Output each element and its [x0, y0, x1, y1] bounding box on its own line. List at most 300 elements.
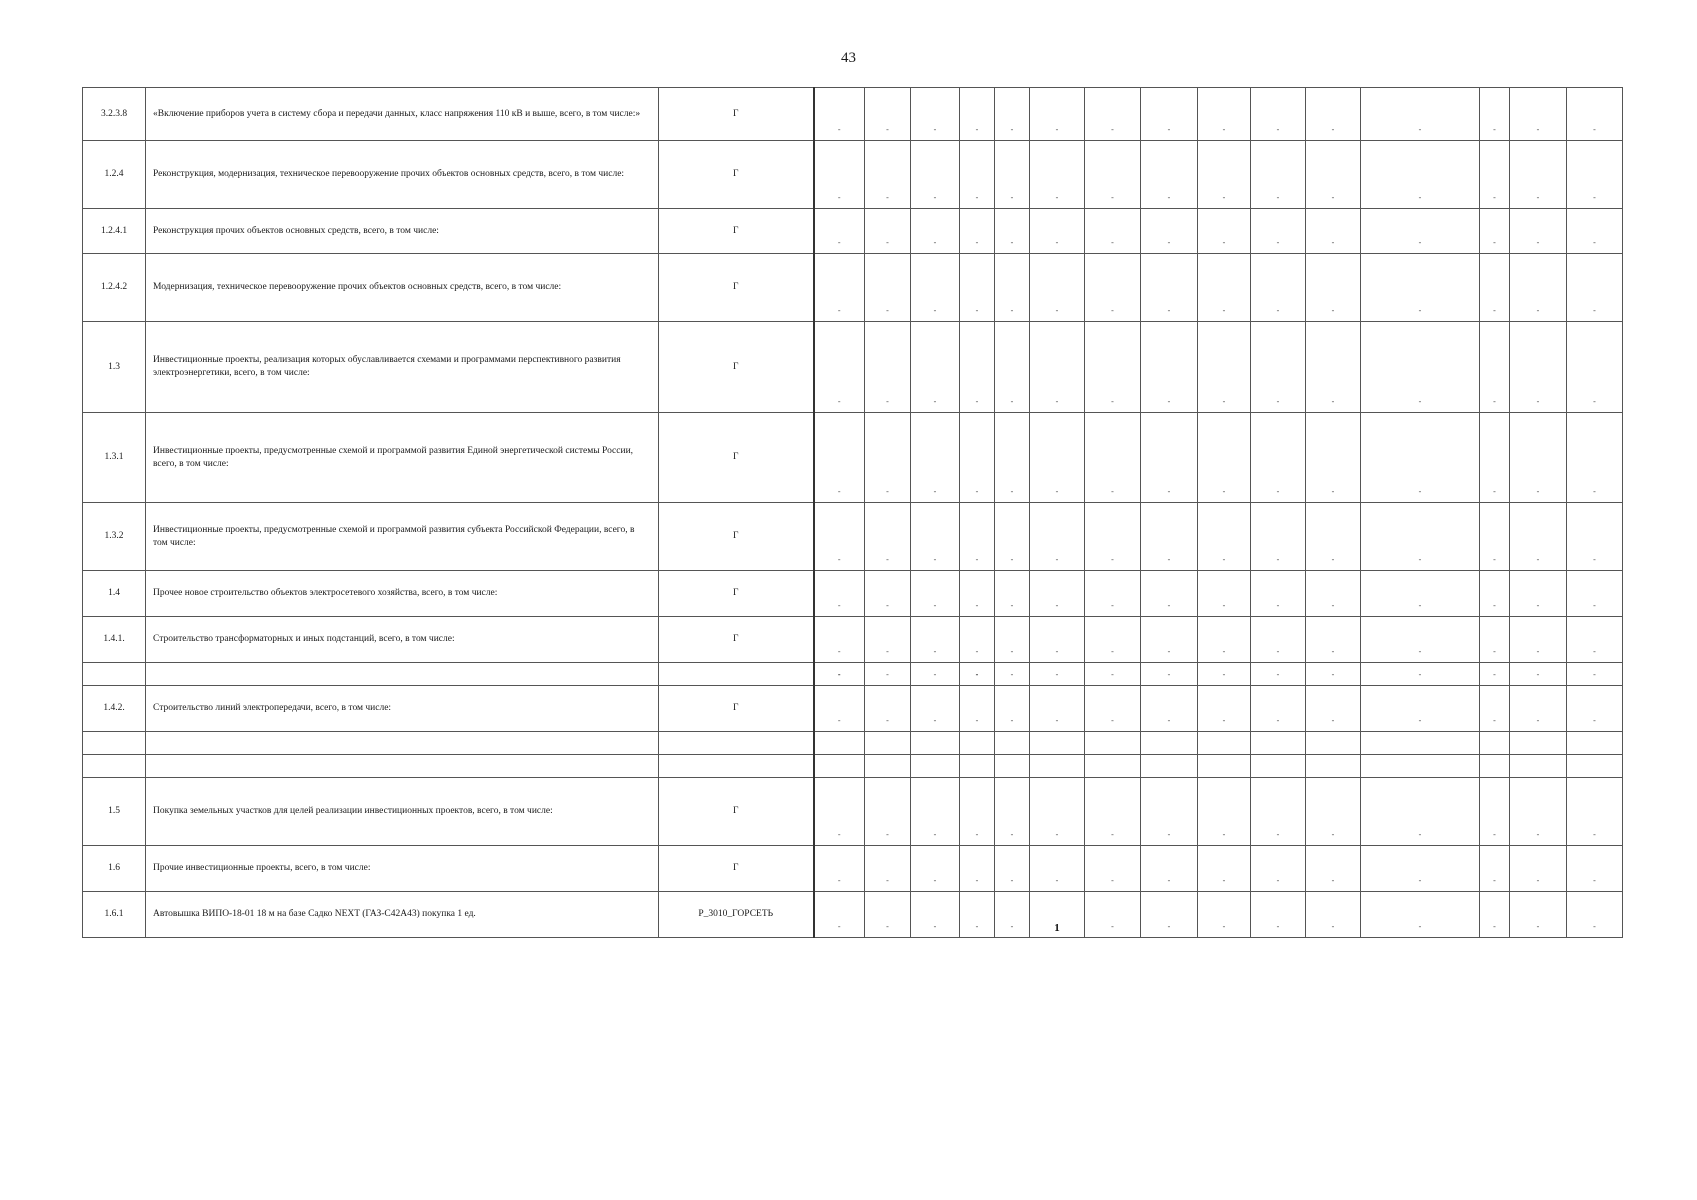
- table-row: [83, 617, 1623, 663]
- table-row: [83, 503, 1623, 571]
- value-cell: -: [1141, 617, 1198, 663]
- table-row: [83, 141, 1623, 209]
- investment-table: [82, 87, 1623, 938]
- value-cell: -: [1198, 503, 1251, 571]
- table-row: [83, 663, 1623, 686]
- value-cell: [995, 732, 1030, 755]
- table-row: [83, 254, 1623, 322]
- value-cell: -: [1510, 571, 1567, 617]
- row-code: Г: [659, 413, 814, 503]
- row-number: 1.4: [83, 571, 146, 617]
- value-cell: [1306, 755, 1361, 778]
- value-cell: -: [1198, 209, 1251, 254]
- value-cell: -: [1567, 503, 1623, 571]
- value-cell: -: [865, 322, 911, 413]
- table-row: [83, 413, 1623, 503]
- value-cell: -: [1030, 686, 1085, 732]
- value-cell: [814, 732, 865, 755]
- value-cell: -: [1510, 209, 1567, 254]
- row-number: [83, 663, 146, 686]
- value-cell: -: [1198, 663, 1251, 686]
- value-cell: -: [1141, 503, 1198, 571]
- value-cell: [865, 732, 911, 755]
- row-name: «Включение приборов учета в систему сбора и передачи данных, класс напряжения 110 кВ и выше, всего, в том числе:»: [146, 88, 659, 141]
- value-cell: -: [1480, 892, 1510, 938]
- table-row: [83, 686, 1623, 732]
- row-code: Г: [659, 571, 814, 617]
- value-cell: -: [1030, 254, 1085, 322]
- value-cell: [814, 755, 865, 778]
- table-row: [83, 755, 1623, 778]
- value-cell: -: [1510, 88, 1567, 141]
- table-row: [83, 571, 1623, 617]
- table-row: [83, 778, 1623, 846]
- row-code: Г: [659, 617, 814, 663]
- value-cell: -: [1141, 778, 1198, 846]
- value-cell: -: [814, 846, 865, 892]
- value-cell: -: [1085, 571, 1141, 617]
- row-name: Реконструкция, модернизация, техническое перевооружение прочих объектов основных средств, всего, в том числе:: [146, 141, 659, 209]
- value-cell: -: [1085, 209, 1141, 254]
- value-cell: -: [1085, 778, 1141, 846]
- value-cell: [1198, 732, 1251, 755]
- row-number: 1.5: [83, 778, 146, 846]
- value-cell: -: [1198, 254, 1251, 322]
- value-cell: -: [1085, 141, 1141, 209]
- value-cell: [1085, 732, 1141, 755]
- value-cell: -: [960, 209, 995, 254]
- value-cell: -: [1480, 503, 1510, 571]
- row-name: Модернизация, техническое перевооружение прочих объектов основных средств, всего, в том числе:: [146, 254, 659, 322]
- value-cell: -: [1480, 254, 1510, 322]
- row-code: Г: [659, 503, 814, 571]
- value-cell: -: [865, 503, 911, 571]
- value-cell: -: [814, 617, 865, 663]
- row-name: Прочее новое строительство объектов электросетевого хозяйства, всего, в том числе:: [146, 571, 659, 617]
- value-cell: -: [1085, 663, 1141, 686]
- table-row: [83, 88, 1623, 141]
- value-cell: -: [960, 254, 995, 322]
- value-cell: -: [1198, 686, 1251, 732]
- value-cell: [1251, 732, 1306, 755]
- value-cell: -: [865, 663, 911, 686]
- value-cell: -: [1510, 846, 1567, 892]
- value-cell: -: [1567, 892, 1623, 938]
- value-cell: -: [1030, 88, 1085, 141]
- value-cell: -: [1030, 322, 1085, 413]
- value-cell: -: [911, 141, 960, 209]
- value-cell: -: [1141, 663, 1198, 686]
- value-cell: [995, 755, 1030, 778]
- value-cell: -: [865, 254, 911, 322]
- value-cell: -: [911, 617, 960, 663]
- value-cell: -: [865, 778, 911, 846]
- value-cell: -: [995, 322, 1030, 413]
- value-cell: -: [911, 778, 960, 846]
- value-cell: [1030, 732, 1085, 755]
- table-row: [83, 846, 1623, 892]
- value-cell: -: [1198, 778, 1251, 846]
- value-cell: [1567, 755, 1623, 778]
- value-cell: -: [1030, 617, 1085, 663]
- value-cell: -: [1251, 209, 1306, 254]
- value-cell: -: [865, 846, 911, 892]
- value-cell: -: [865, 571, 911, 617]
- value-cell: -: [1306, 617, 1361, 663]
- value-cell: -: [1251, 846, 1306, 892]
- value-cell: -: [960, 846, 995, 892]
- row-name: Строительство трансформаторных и иных подстанций, всего, в том числе:: [146, 617, 659, 663]
- value-cell: -: [814, 892, 865, 938]
- value-cell: -: [1510, 892, 1567, 938]
- value-cell: [1510, 732, 1567, 755]
- value-cell: -: [995, 663, 1030, 686]
- value-cell: [865, 755, 911, 778]
- row-number: 3.2.3.8: [83, 88, 146, 141]
- value-cell: -: [1567, 571, 1623, 617]
- value-cell: -: [1510, 778, 1567, 846]
- value-cell: -: [1085, 892, 1141, 938]
- row-name: Автовышка ВИПО-18-01 18 м на базе Садко NEXT (ГАЗ-С42А43) покупка 1 ед.: [146, 892, 659, 938]
- value-cell: [1480, 755, 1510, 778]
- value-cell: -: [1361, 322, 1480, 413]
- value-cell: -: [1251, 322, 1306, 413]
- value-cell: [960, 732, 995, 755]
- value-cell: -: [865, 617, 911, 663]
- value-cell: -: [1361, 892, 1480, 938]
- table-row: [83, 322, 1623, 413]
- value-cell: -: [1510, 663, 1567, 686]
- value-cell: [1030, 755, 1085, 778]
- value-cell: -: [960, 778, 995, 846]
- value-cell: -: [911, 322, 960, 413]
- value-cell: -: [1306, 413, 1361, 503]
- value-cell: [1085, 755, 1141, 778]
- value-cell: -: [1251, 413, 1306, 503]
- value-cell: -: [911, 571, 960, 617]
- value-cell: -: [911, 846, 960, 892]
- value-cell: -: [1361, 413, 1480, 503]
- value-cell: -: [1480, 617, 1510, 663]
- row-code: [659, 663, 814, 686]
- row-code: [659, 732, 814, 755]
- value-cell: -: [1251, 254, 1306, 322]
- value-cell: -: [1306, 846, 1361, 892]
- value-cell: -: [960, 322, 995, 413]
- row-code: Г: [659, 209, 814, 254]
- row-number: 1.6.1: [83, 892, 146, 938]
- row-name: [146, 732, 659, 755]
- value-cell: -: [1510, 503, 1567, 571]
- value-cell: -: [1361, 209, 1480, 254]
- value-cell: -: [1141, 322, 1198, 413]
- value-cell: -: [1306, 663, 1361, 686]
- value-cell: -: [1198, 141, 1251, 209]
- value-cell: -: [865, 88, 911, 141]
- value-cell: -: [995, 254, 1030, 322]
- value-cell: -: [865, 141, 911, 209]
- value-cell: -: [1306, 503, 1361, 571]
- row-code: Г: [659, 254, 814, 322]
- value-cell: -: [1085, 503, 1141, 571]
- value-cell: -: [1085, 617, 1141, 663]
- value-cell: -: [1567, 413, 1623, 503]
- value-cell: -: [1085, 254, 1141, 322]
- row-name: Реконструкция прочих объектов основных средств, всего, в том числе:: [146, 209, 659, 254]
- value-cell: [1361, 755, 1480, 778]
- value-cell: -: [814, 209, 865, 254]
- value-cell: -: [1141, 141, 1198, 209]
- value-cell: -: [1085, 413, 1141, 503]
- value-cell: -: [995, 88, 1030, 141]
- value-cell: -: [1567, 254, 1623, 322]
- value-cell: -: [911, 503, 960, 571]
- value-cell: 1: [1030, 892, 1085, 938]
- value-cell: -: [1567, 322, 1623, 413]
- value-cell: -: [865, 686, 911, 732]
- row-code: Г: [659, 141, 814, 209]
- value-cell: -: [995, 686, 1030, 732]
- value-cell: -: [1567, 141, 1623, 209]
- value-cell: -: [1510, 254, 1567, 322]
- value-cell: -: [1198, 846, 1251, 892]
- value-cell: -: [1510, 413, 1567, 503]
- value-cell: -: [1030, 503, 1085, 571]
- value-cell: -: [1251, 503, 1306, 571]
- value-cell: [1510, 755, 1567, 778]
- value-cell: -: [1030, 778, 1085, 846]
- value-cell: -: [1030, 413, 1085, 503]
- row-number: 1.4.2.: [83, 686, 146, 732]
- table-row: [83, 732, 1623, 755]
- value-cell: -: [814, 778, 865, 846]
- value-cell: -: [814, 503, 865, 571]
- value-cell: -: [814, 663, 865, 686]
- value-cell: -: [1198, 617, 1251, 663]
- value-cell: -: [1306, 892, 1361, 938]
- value-cell: -: [1198, 892, 1251, 938]
- value-cell: -: [814, 141, 865, 209]
- value-cell: -: [1251, 892, 1306, 938]
- value-cell: -: [995, 413, 1030, 503]
- value-cell: [1480, 732, 1510, 755]
- row-code: Г: [659, 322, 814, 413]
- value-cell: -: [960, 141, 995, 209]
- value-cell: -: [995, 209, 1030, 254]
- value-cell: -: [1251, 141, 1306, 209]
- row-name: Прочие инвестиционные проекты, всего, в том числе:: [146, 846, 659, 892]
- row-code: Г: [659, 686, 814, 732]
- value-cell: -: [1141, 413, 1198, 503]
- value-cell: -: [911, 686, 960, 732]
- value-cell: [911, 755, 960, 778]
- value-cell: -: [1567, 686, 1623, 732]
- value-cell: -: [1251, 663, 1306, 686]
- value-cell: -: [995, 571, 1030, 617]
- value-cell: -: [911, 88, 960, 141]
- value-cell: -: [1306, 778, 1361, 846]
- value-cell: -: [1306, 88, 1361, 141]
- value-cell: -: [911, 413, 960, 503]
- value-cell: -: [1141, 209, 1198, 254]
- value-cell: -: [1251, 686, 1306, 732]
- value-cell: -: [1141, 88, 1198, 141]
- value-cell: -: [1480, 846, 1510, 892]
- value-cell: -: [995, 141, 1030, 209]
- value-cell: -: [1198, 322, 1251, 413]
- value-cell: -: [1361, 88, 1480, 141]
- value-cell: -: [1085, 846, 1141, 892]
- value-cell: -: [911, 209, 960, 254]
- value-cell: -: [1361, 778, 1480, 846]
- value-cell: -: [1198, 571, 1251, 617]
- value-cell: -: [865, 413, 911, 503]
- value-cell: -: [995, 503, 1030, 571]
- value-cell: -: [814, 88, 865, 141]
- value-cell: -: [1251, 571, 1306, 617]
- value-cell: -: [1306, 141, 1361, 209]
- row-number: [83, 755, 146, 778]
- value-cell: -: [911, 892, 960, 938]
- value-cell: -: [1361, 846, 1480, 892]
- value-cell: -: [1361, 503, 1480, 571]
- value-cell: -: [995, 846, 1030, 892]
- value-cell: -: [960, 686, 995, 732]
- value-cell: -: [960, 571, 995, 617]
- value-cell: -: [960, 413, 995, 503]
- value-cell: -: [1306, 209, 1361, 254]
- row-number: 1.2.4: [83, 141, 146, 209]
- value-cell: -: [1480, 778, 1510, 846]
- value-cell: -: [1567, 617, 1623, 663]
- value-cell: -: [1480, 413, 1510, 503]
- value-cell: -: [1141, 846, 1198, 892]
- value-cell: [1141, 755, 1198, 778]
- value-cell: -: [1567, 88, 1623, 141]
- value-cell: -: [1510, 322, 1567, 413]
- row-number: 1.2.4.2: [83, 254, 146, 322]
- table-row: [83, 892, 1623, 938]
- value-cell: -: [1480, 663, 1510, 686]
- row-number: [83, 732, 146, 755]
- value-cell: [1198, 755, 1251, 778]
- value-cell: -: [1198, 413, 1251, 503]
- row-number: 1.3.1: [83, 413, 146, 503]
- value-cell: -: [911, 663, 960, 686]
- value-cell: [1361, 732, 1480, 755]
- value-cell: -: [1567, 778, 1623, 846]
- value-cell: -: [1361, 663, 1480, 686]
- value-cell: -: [1085, 322, 1141, 413]
- value-cell: -: [1361, 254, 1480, 322]
- value-cell: -: [1510, 617, 1567, 663]
- value-cell: -: [1141, 892, 1198, 938]
- value-cell: -: [1480, 141, 1510, 209]
- value-cell: -: [995, 778, 1030, 846]
- value-cell: -: [1030, 209, 1085, 254]
- value-cell: -: [814, 413, 865, 503]
- value-cell: -: [1030, 663, 1085, 686]
- row-code: Р_3010_ГОРСЕТЬ: [659, 892, 814, 938]
- value-cell: -: [1085, 88, 1141, 141]
- value-cell: -: [814, 686, 865, 732]
- value-cell: -: [1306, 686, 1361, 732]
- value-cell: -: [995, 892, 1030, 938]
- value-cell: -: [960, 503, 995, 571]
- value-cell: -: [960, 663, 995, 686]
- value-cell: -: [1361, 141, 1480, 209]
- value-cell: -: [1361, 617, 1480, 663]
- value-cell: -: [814, 571, 865, 617]
- value-cell: -: [1141, 571, 1198, 617]
- value-cell: -: [1251, 778, 1306, 846]
- value-cell: -: [1361, 686, 1480, 732]
- value-cell: [1306, 732, 1361, 755]
- value-cell: -: [1361, 571, 1480, 617]
- table-body: [83, 88, 1623, 938]
- value-cell: -: [911, 254, 960, 322]
- value-cell: -: [1480, 686, 1510, 732]
- value-cell: -: [1141, 254, 1198, 322]
- value-cell: -: [1510, 141, 1567, 209]
- value-cell: -: [865, 892, 911, 938]
- value-cell: -: [1567, 846, 1623, 892]
- row-name: Покупка земельных участков для целей реализации инвестиционных проектов, всего, в том числе:: [146, 778, 659, 846]
- value-cell: -: [1198, 88, 1251, 141]
- row-name: Строительство линий электропередачи, всего, в том числе:: [146, 686, 659, 732]
- value-cell: -: [960, 88, 995, 141]
- value-cell: [1141, 732, 1198, 755]
- row-number: 1.6: [83, 846, 146, 892]
- row-number: 1.2.4.1: [83, 209, 146, 254]
- value-cell: -: [1567, 663, 1623, 686]
- row-code: [659, 755, 814, 778]
- table-row: [83, 209, 1623, 254]
- value-cell: -: [1306, 254, 1361, 322]
- value-cell: -: [1251, 88, 1306, 141]
- value-cell: -: [865, 209, 911, 254]
- row-name: Инвестиционные проекты, реализация которых обуславливается схемами и программами перспективного развития электроэнергетики, всего, в том числе:: [146, 322, 659, 413]
- value-cell: -: [1030, 571, 1085, 617]
- value-cell: -: [960, 617, 995, 663]
- value-cell: -: [1030, 846, 1085, 892]
- value-cell: -: [1567, 209, 1623, 254]
- row-name: [146, 663, 659, 686]
- value-cell: -: [814, 322, 865, 413]
- value-cell: -: [1480, 88, 1510, 141]
- row-number: 1.3.2: [83, 503, 146, 571]
- value-cell: -: [1085, 686, 1141, 732]
- page-number: 43: [841, 50, 856, 66]
- value-cell: -: [995, 617, 1030, 663]
- row-number: 1.4.1.: [83, 617, 146, 663]
- row-name: Инвестиционные проекты, предусмотренные схемой и программой развития субъекта Российской Федерации, всего, в том числе:: [146, 503, 659, 571]
- value-cell: -: [1030, 141, 1085, 209]
- row-code: Г: [659, 88, 814, 141]
- value-cell: -: [814, 254, 865, 322]
- value-cell: [911, 732, 960, 755]
- row-number: 1.3: [83, 322, 146, 413]
- value-cell: [960, 755, 995, 778]
- value-cell: -: [1480, 571, 1510, 617]
- row-code: Г: [659, 846, 814, 892]
- row-name: Инвестиционные проекты, предусмотренные схемой и программой развития Единой энергетической системы России, всего, в том числе:: [146, 413, 659, 503]
- value-cell: -: [1480, 322, 1510, 413]
- row-name: [146, 755, 659, 778]
- value-cell: -: [1251, 617, 1306, 663]
- value-cell: -: [1510, 686, 1567, 732]
- value-cell: -: [1480, 209, 1510, 254]
